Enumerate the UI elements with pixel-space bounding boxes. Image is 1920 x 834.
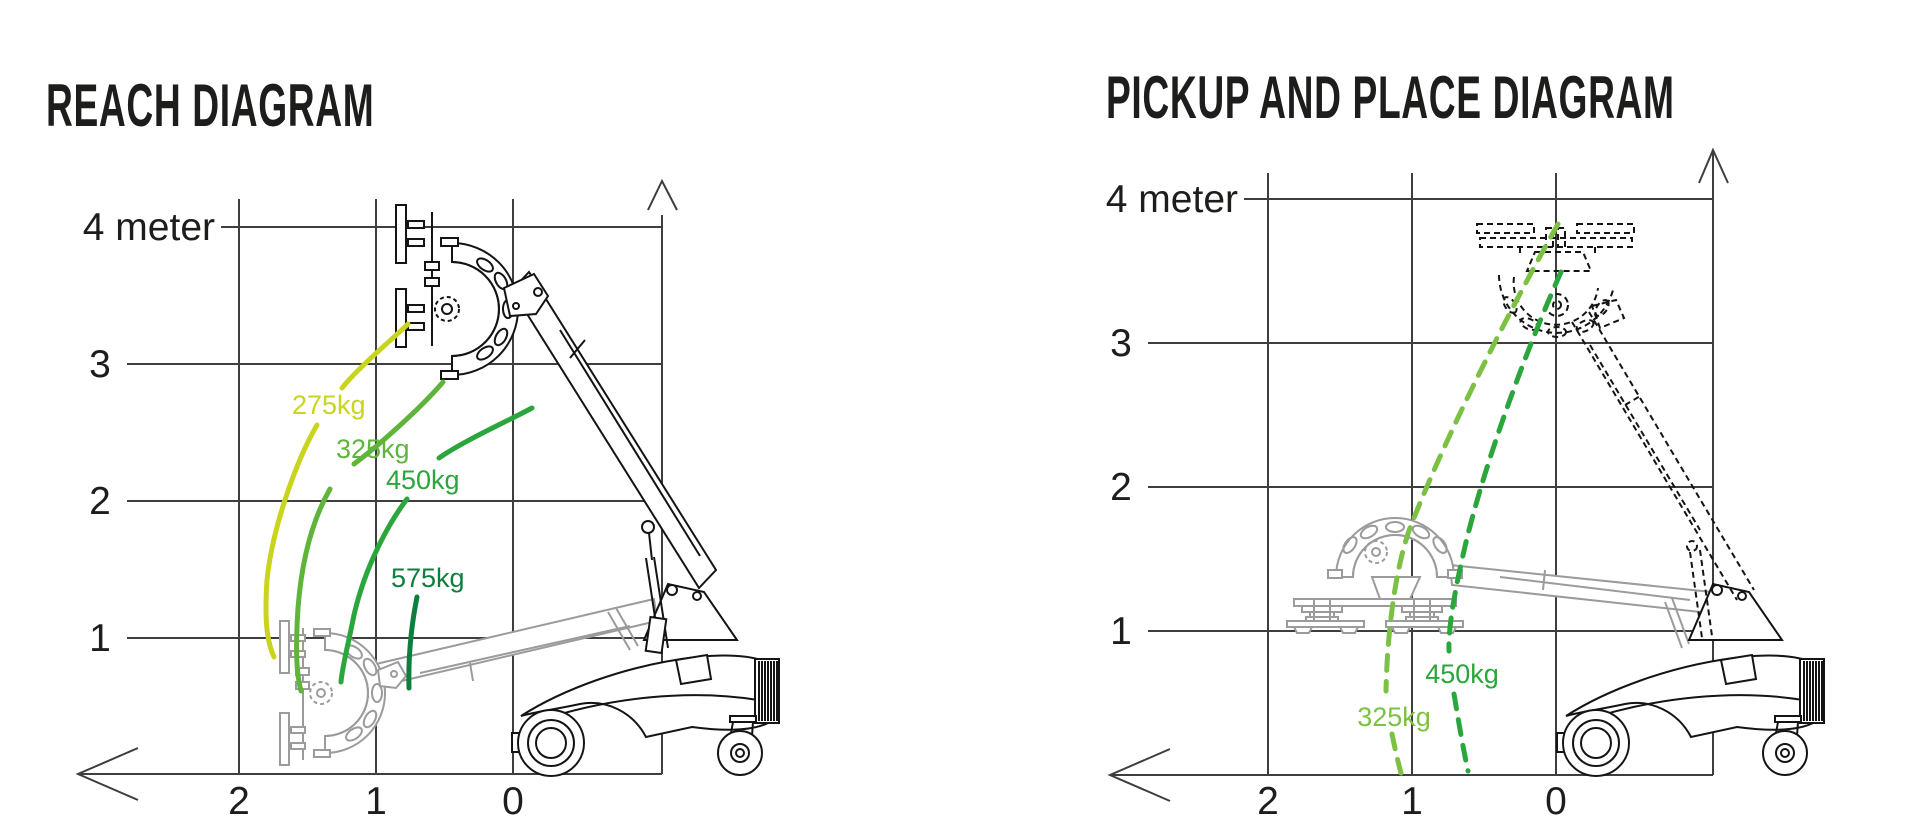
pickup-title: PICKUP AND PLACE DIAGRAM — [1106, 63, 1675, 132]
reach-title: REACH DIAGRAM — [46, 71, 375, 140]
pickup-axis-labels — [1106, 178, 1567, 823]
pickup-y-tick-3: 3 — [1110, 322, 1132, 365]
pickup-y-label-4m: 4 meter — [1105, 178, 1238, 221]
pickup-x-tick-2: 2 — [1257, 780, 1279, 823]
pickup-y-tick-2: 2 — [1110, 466, 1132, 509]
pickup-curve-label-325kg: 325kg — [1357, 702, 1431, 732]
reach-x-tick-1: 1 — [365, 780, 387, 823]
reach-curve-325kg — [297, 382, 443, 691]
reach-curve-label-275kg: 275kg — [292, 390, 366, 420]
reach-y-tick-3: 3 — [89, 343, 111, 386]
reach-y-tick-1: 1 — [89, 617, 111, 660]
pickup-and-place-diagram — [1106, 64, 1824, 823]
reach-x-tick-2: 2 — [228, 780, 250, 823]
reach-x-tick-0: 0 — [502, 780, 524, 823]
pickup-machine-lowered-pose — [1287, 518, 1712, 648]
reach-y-tick-2: 2 — [89, 480, 111, 523]
reach-diagram — [46, 72, 779, 823]
reach-y-axis-arrow — [648, 181, 677, 210]
reach-y-label-4m: 4 meter — [82, 206, 215, 249]
pickup-x-tick-1: 1 — [1401, 780, 1423, 823]
pickup-curve-label-450kg: 450kg — [1425, 659, 1499, 689]
reach-curve-label-325kg: 325kg — [336, 434, 410, 464]
pickup-y-tick-1: 1 — [1110, 610, 1132, 653]
reach-curve-label-450kg: 450kg — [386, 465, 460, 495]
pickup-x-tick-0: 0 — [1545, 780, 1567, 823]
reach-curve-label-575kg: 575kg — [391, 563, 465, 593]
pickup-machine-chassis — [1557, 584, 1824, 776]
pickup-curve-450kg — [1449, 272, 1561, 771]
